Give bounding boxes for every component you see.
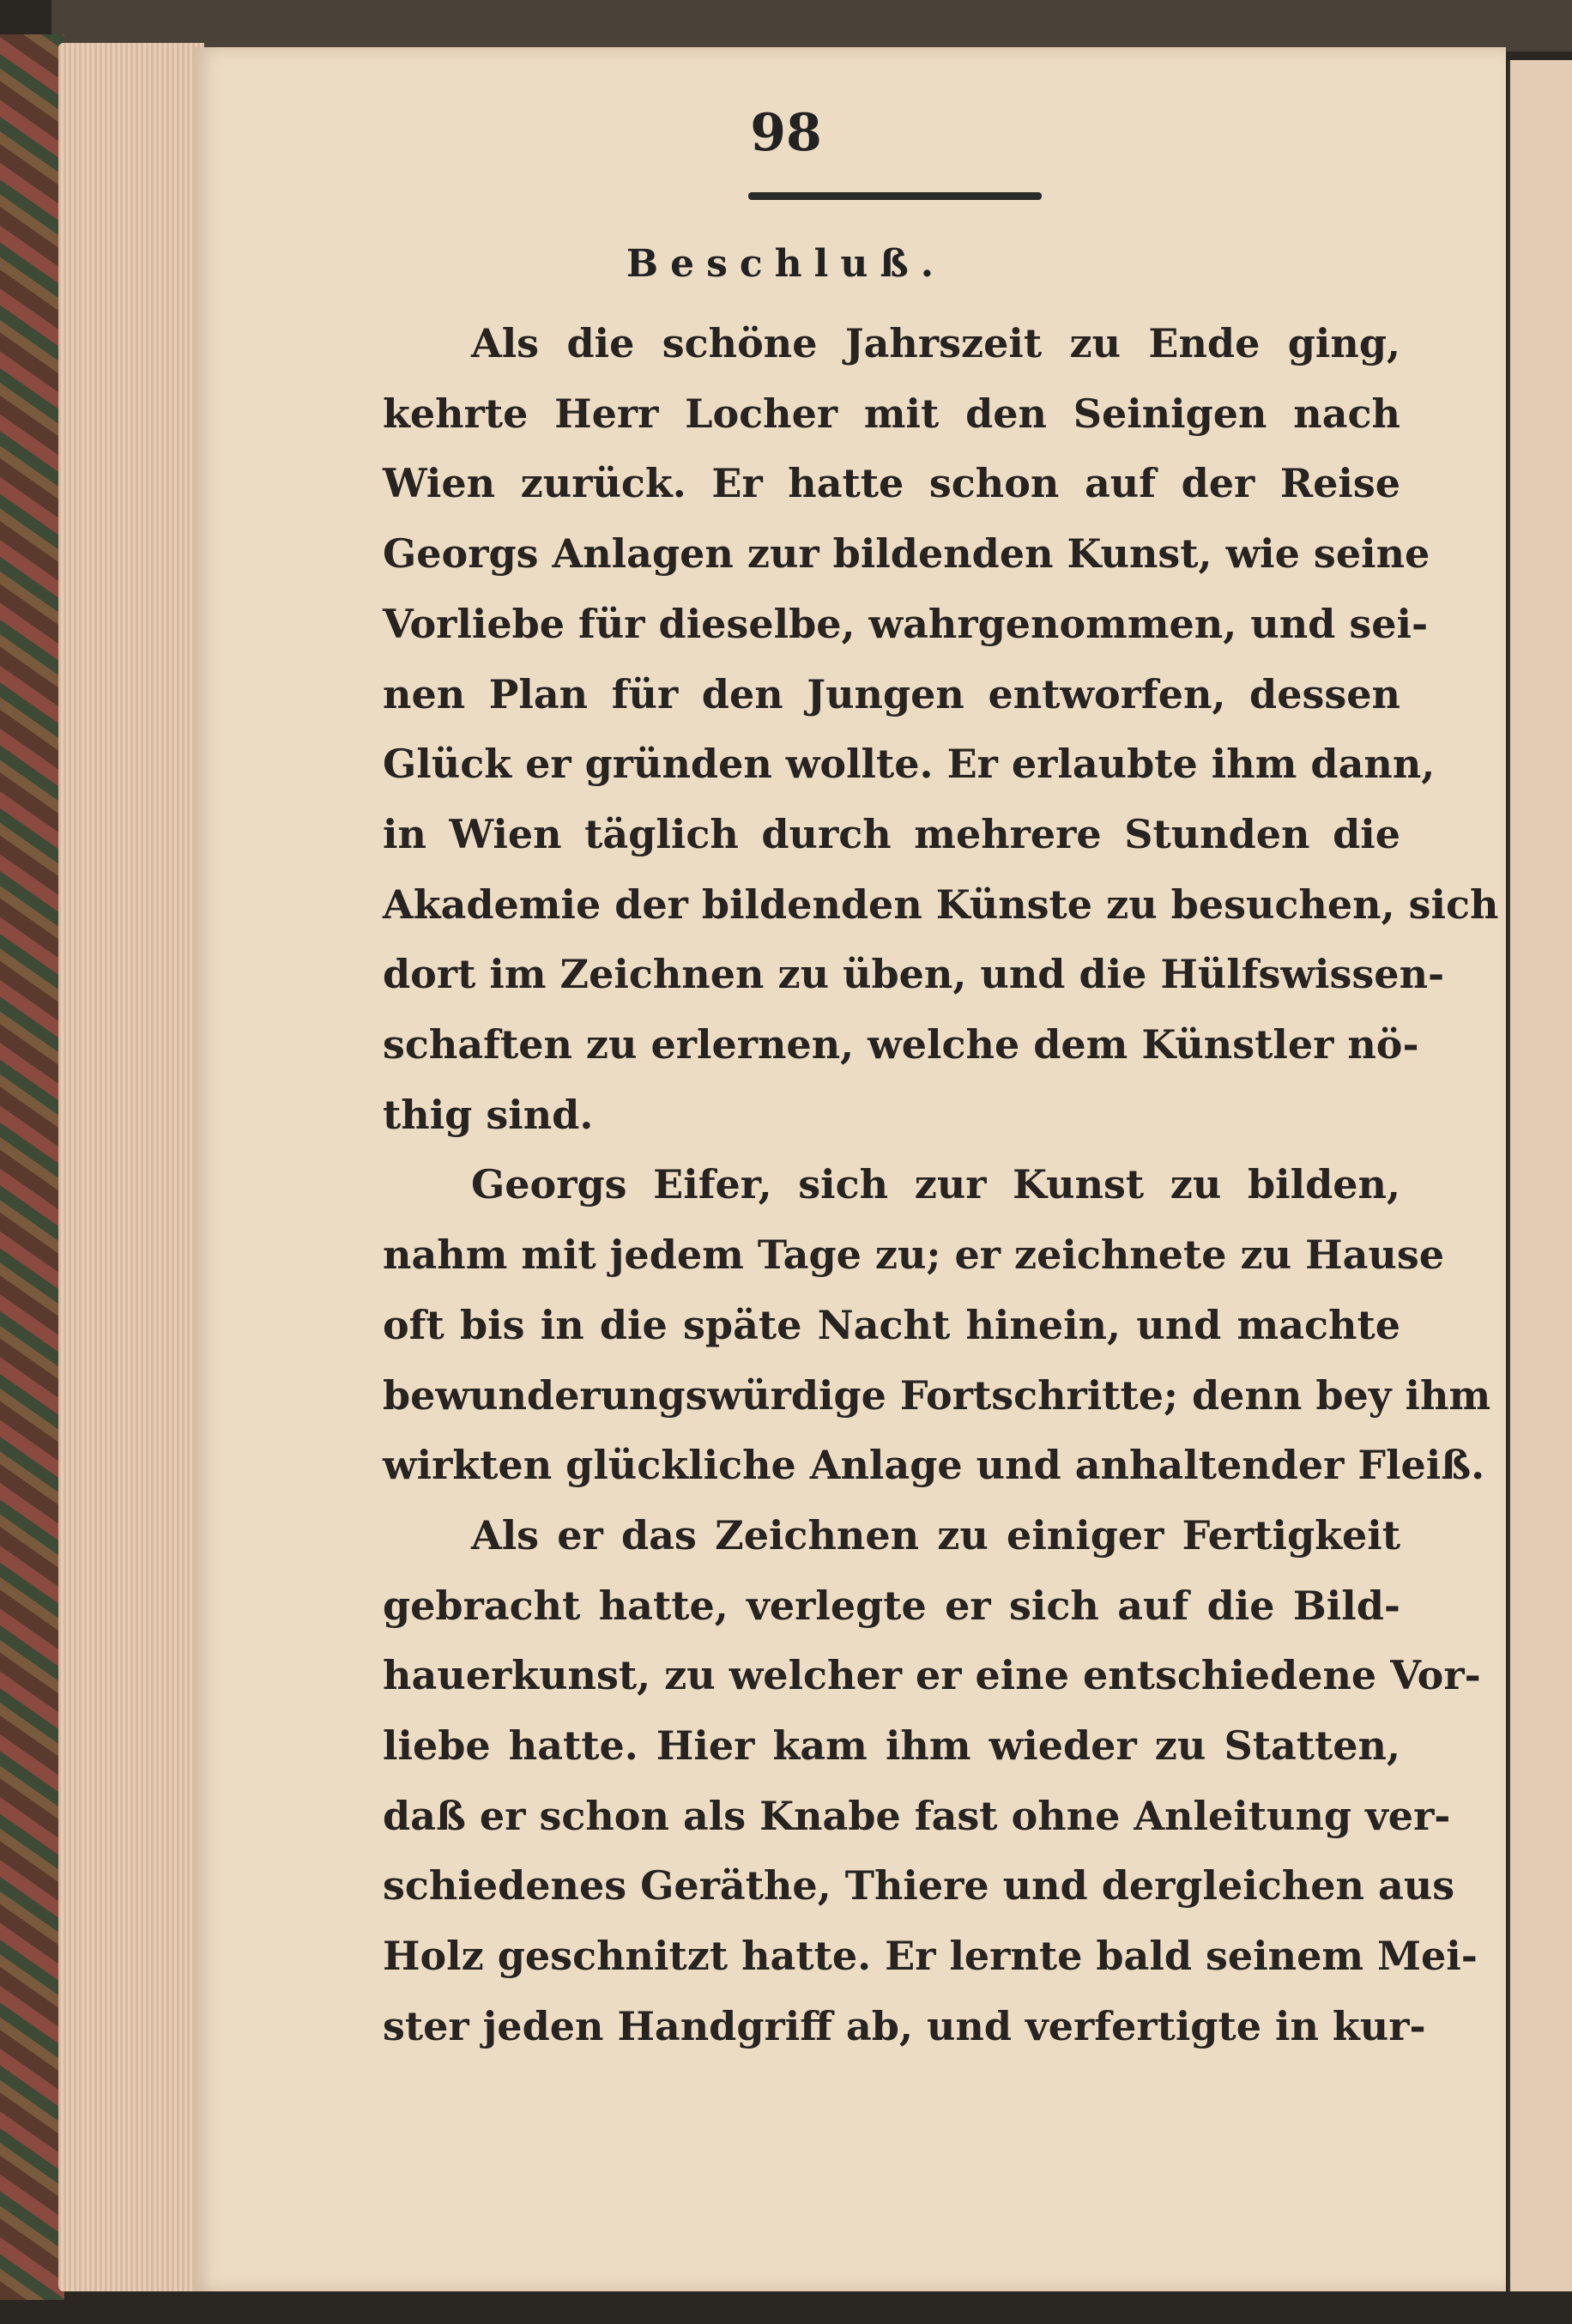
facing-page-edge bbox=[1508, 60, 1572, 2291]
text-line: liebe hatte. Hier kam ihm wieder zu Statten, bbox=[383, 1722, 1400, 1769]
text-line: thig sind. bbox=[383, 1091, 594, 1138]
text-line: nen Plan für den Jungen entworfen, dessen bbox=[383, 670, 1400, 717]
text-line: gebracht hatte, verlegte er sich auf die Bild- bbox=[383, 1582, 1400, 1629]
text-line: Als er das Zeichnen zu einiger Fertigkeit bbox=[471, 1511, 1400, 1558]
text-line: Als die schöne Jahrszeit zu Ende ging, bbox=[471, 320, 1400, 366]
background-top bbox=[51, 0, 1572, 51]
page-edges bbox=[58, 43, 204, 2291]
text-line: schaften zu erlernen, welche dem Künstler nö- bbox=[383, 1021, 1419, 1068]
text-line: Vorliebe für dieselbe, wahrgenommen, und sei- bbox=[383, 600, 1429, 647]
text-line: bewunderungswürdige Fortschritte; denn bey ihm bbox=[383, 1371, 1491, 1419]
text-line: Glück er gründen wollte. Er erlaubte ihm dann, bbox=[383, 741, 1436, 788]
text-line: Akademie der bildenden Künste zu besuchen, sich bbox=[383, 881, 1499, 928]
text-line: daß er schon als Knabe fast ohne Anleitung ver- bbox=[383, 1792, 1451, 1839]
section-heading: Beschluß. bbox=[626, 242, 946, 286]
text-line: Georgs Anlagen zur bildenden Kunst, wie seine bbox=[383, 530, 1430, 578]
text-line: Georgs Eifer, sich zur Kunst zu bilden, bbox=[471, 1161, 1400, 1208]
text-line: in Wien täglich durch mehrere Stunden die bbox=[383, 810, 1400, 857]
marbled-cover-edge bbox=[0, 34, 64, 2300]
text-line: ster jeden Handgriff ab, und verfertigte in kur- bbox=[383, 2002, 1426, 2049]
text-line: dort im Zeichnen zu üben, und die Hülfswissen- bbox=[383, 951, 1445, 998]
text-line: kehrte Herr Locher mit den Seinigen nach bbox=[383, 390, 1400, 437]
text-line: oft bis in die späte Nacht hinein, und machte bbox=[383, 1301, 1400, 1348]
header-rule bbox=[748, 192, 1042, 200]
text-line: Wien zurück. Er hatte schon auf der Reise bbox=[383, 460, 1400, 507]
text-line: schiedenes Geräthe, Thiere und dergleichen aus bbox=[383, 1862, 1455, 1909]
text-line: hauerkunst, zu welcher er eine entschiedene Vor- bbox=[383, 1652, 1481, 1699]
page-number: 98 bbox=[750, 103, 822, 163]
text-line: Holz geschnitzt hatte. Er lernte bald seinem Mei- bbox=[383, 1933, 1478, 1980]
text-line: wirkten glückliche Anlage und anhaltender Fleiß. bbox=[383, 1442, 1485, 1489]
text-line: nahm mit jedem Tage zu; er zeichnete zu Hause bbox=[383, 1232, 1444, 1279]
